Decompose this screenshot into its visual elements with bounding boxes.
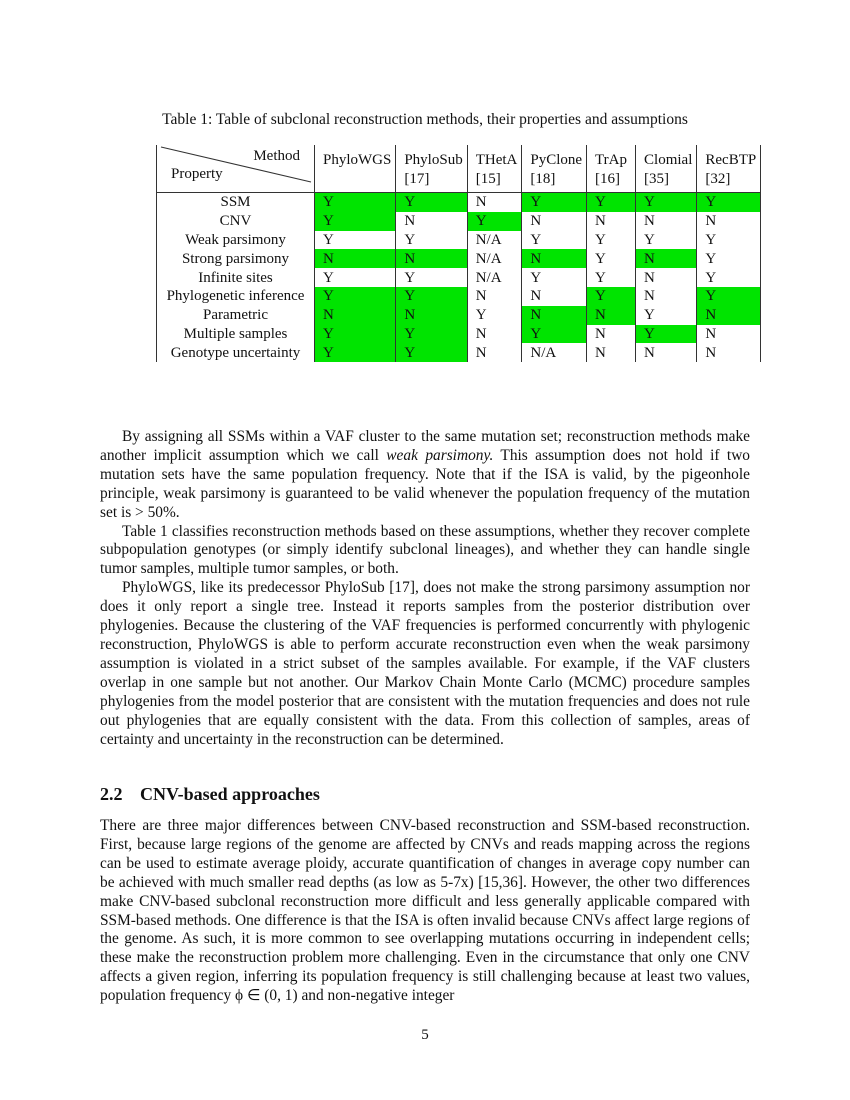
- table-row: [157, 306, 761, 325]
- methods-table: [156, 145, 761, 362]
- table-cell: Y: [522, 325, 587, 344]
- table-cell: Y: [587, 268, 636, 287]
- table-cell: Y: [697, 249, 761, 268]
- paragraph-phylowgs: PhyloWGS, like its predecessor PhyloSub [17], does not make the strong parsimony assumption nor does it only report a single tree. Instead it reports samples from the posterior distribution over phylogenies. Because the clustering of the VAF frequencies is performed concurrently with phylogenic reconstruction, PhyloWGS is able to perform accurate reconstruction even when the weak parsimony assumption is violated in a strict subset of the samples available. For example, if the VAF clusters overlap in one sample but not another. Our Markov Chain Monte Carlo (MCMC) procedure samples phylogenies from the model posterior that are consistent with the mutation frequencies and does not rule out phylogenies that are equally consistent with the data. From this collection of samples, areas of certainty and uncertainty in the reconstruction can be determined.: [100, 579, 750, 748]
- table-row: [157, 343, 761, 362]
- column-header-theta: THetA [15]: [467, 145, 522, 193]
- column-header-phylowgs: PhyloWGS: [315, 145, 396, 193]
- table-cell: Y: [636, 325, 697, 344]
- section-title: CNV-based approaches: [140, 784, 320, 804]
- table-cell: N: [697, 325, 761, 344]
- row-property-label: Phylogenetic inference: [157, 287, 315, 306]
- table-row: [157, 212, 761, 231]
- table-cell: Y: [396, 343, 467, 362]
- row-property-label: Multiple samples: [157, 325, 315, 344]
- table-cell: N: [697, 212, 761, 231]
- table-cell: N: [587, 306, 636, 325]
- section-heading: [100, 784, 320, 805]
- table-row: [157, 287, 761, 306]
- table-cell: N: [522, 306, 587, 325]
- term-weak-parsimony: weak parsimony.: [386, 446, 494, 464]
- column-header-clomial: Clomial [35]: [636, 145, 697, 193]
- table-cell: N: [587, 325, 636, 344]
- table-cell: Y: [396, 193, 467, 212]
- table-cell: Y: [315, 287, 396, 306]
- table-header-row: [157, 145, 761, 193]
- table-caption: Table 1: Table of subclonal reconstruction methods, their properties and assumptions: [162, 111, 688, 128]
- section-number: 2.2: [100, 784, 123, 804]
- row-property-label: Parametric: [157, 306, 315, 325]
- table-cell: Y: [587, 249, 636, 268]
- table-row: [157, 325, 761, 344]
- paragraph-cnv-differences: There are three major differences between CNV-based reconstruction and SSM-based reconstruction. First, because large regions of the genome are affected by CNVs and reads mapping across the regions can be used to estimate average ploidy, accurate quantification of changes in average copy number can be achieved with much smaller read depths (as low as 5-7x) [15,36]. However, the other two differences make CNV-based subclonal reconstruction more difficult and less generally applicable compared with SSM-based methods. One difference is that the ISA is often invalid because CNVs affect large regions of the genome. As such, it is more common to see overlapping mutations occurring in independent cells; these make the reconstruction problem more challenging. Even in the circumstance that only one CNV affects a given region, inferring its population frequency is still challenging because at least two values, population frequency ϕ ∈ (0, 1) and non-negative integer: [100, 817, 750, 1005]
- column-header-phylosub: PhyloSub [17]: [396, 145, 467, 193]
- table-cell: Y: [697, 268, 761, 287]
- table-cell: Y: [315, 325, 396, 344]
- table-cell: N: [315, 306, 396, 325]
- table-cell: Y: [396, 287, 467, 306]
- column-header-pyclone: PyClone [18]: [522, 145, 587, 193]
- table-cell: N: [636, 287, 697, 306]
- property-axis-label: Property: [171, 166, 223, 182]
- table-cell: Y: [522, 268, 587, 287]
- table-cell: Y: [396, 325, 467, 344]
- row-property-label: CNV: [157, 212, 315, 231]
- table-corner-cell: [157, 145, 315, 193]
- table-cell: N: [522, 249, 587, 268]
- table-cell: Y: [315, 268, 396, 287]
- table-cell: N: [697, 306, 761, 325]
- table-cell: Y: [315, 193, 396, 212]
- table-cell: N: [315, 249, 396, 268]
- table-cell: N: [396, 306, 467, 325]
- table-cell: Y: [587, 193, 636, 212]
- table-cell: Y: [697, 193, 761, 212]
- method-axis-label: Method: [253, 148, 300, 164]
- table-cell: N/A: [522, 343, 587, 362]
- table-cell: N: [467, 343, 522, 362]
- table-cell: Y: [467, 306, 522, 325]
- table-cell: N: [636, 212, 697, 231]
- table-cell: Y: [522, 231, 587, 250]
- table-cell: N: [396, 249, 467, 268]
- table-cell: Y: [467, 212, 522, 231]
- table-cell: N: [636, 343, 697, 362]
- paragraph-weak-parsimony: By assigning all SSMs within a VAF cluster to the same mutation set; reconstruction methods make another implicit assumption which we call weak parsimony. This assumption does not hold if two mutation sets have the same population frequency. Note that if the ISA is valid, by the pigeonhole principle, weak parsimony is guaranteed to be valid whenever the population frequency of the mutation set is > 50%.: [100, 428, 750, 521]
- table-cell: Y: [396, 268, 467, 287]
- table-cell: Y: [636, 231, 697, 250]
- row-property-label: Genotype uncertainty: [157, 343, 315, 362]
- column-header-recbtp: RecBTP [32]: [697, 145, 761, 193]
- table-cell: Y: [587, 287, 636, 306]
- table-body: [157, 193, 761, 363]
- table-cell: N: [697, 343, 761, 362]
- row-property-label: Infinite sites: [157, 268, 315, 287]
- row-property-label: Strong parsimony: [157, 249, 315, 268]
- table-cell: Y: [697, 231, 761, 250]
- table-cell: N: [467, 325, 522, 344]
- table-cell: Y: [315, 231, 396, 250]
- table-cell: Y: [396, 231, 467, 250]
- table-cell: Y: [315, 212, 396, 231]
- paragraph-table-classification: Table 1 classifies reconstruction methods based on these assumptions, whether they recover complete subpopulation genotypes (or simply identify subclonal lineages), and whether they can handle single tumor samples, multiple tumor samples, or both.: [100, 522, 750, 578]
- row-property-label: Weak parsimony: [157, 231, 315, 250]
- column-header-trap: TrAp [16]: [587, 145, 636, 193]
- table-cell: Y: [697, 287, 761, 306]
- table-cell: Y: [636, 306, 697, 325]
- section-body: [100, 817, 750, 1006]
- page-number: 5: [421, 1027, 429, 1043]
- table-cell: N: [636, 249, 697, 268]
- body-paragraphs: [100, 428, 750, 749]
- table-cell: N: [636, 268, 697, 287]
- table-row: [157, 249, 761, 268]
- table-cell: N: [396, 212, 467, 231]
- table-cell: N/A: [467, 268, 522, 287]
- table-row: [157, 231, 761, 250]
- table-cell: N/A: [467, 249, 522, 268]
- table-cell: N: [522, 212, 587, 231]
- table-cell: Y: [522, 193, 587, 212]
- table-cell: Y: [636, 193, 697, 212]
- row-property-label: SSM: [157, 193, 315, 212]
- table-cell: Y: [587, 231, 636, 250]
- table-cell: N: [587, 212, 636, 231]
- table-cell: N: [467, 287, 522, 306]
- table-cell: N: [587, 343, 636, 362]
- table-cell: N/A: [467, 231, 522, 250]
- table-cell: Y: [315, 343, 396, 362]
- table-row: [157, 268, 761, 287]
- table-row: [157, 193, 761, 212]
- table-cell: N: [522, 287, 587, 306]
- table-cell: N: [467, 193, 522, 212]
